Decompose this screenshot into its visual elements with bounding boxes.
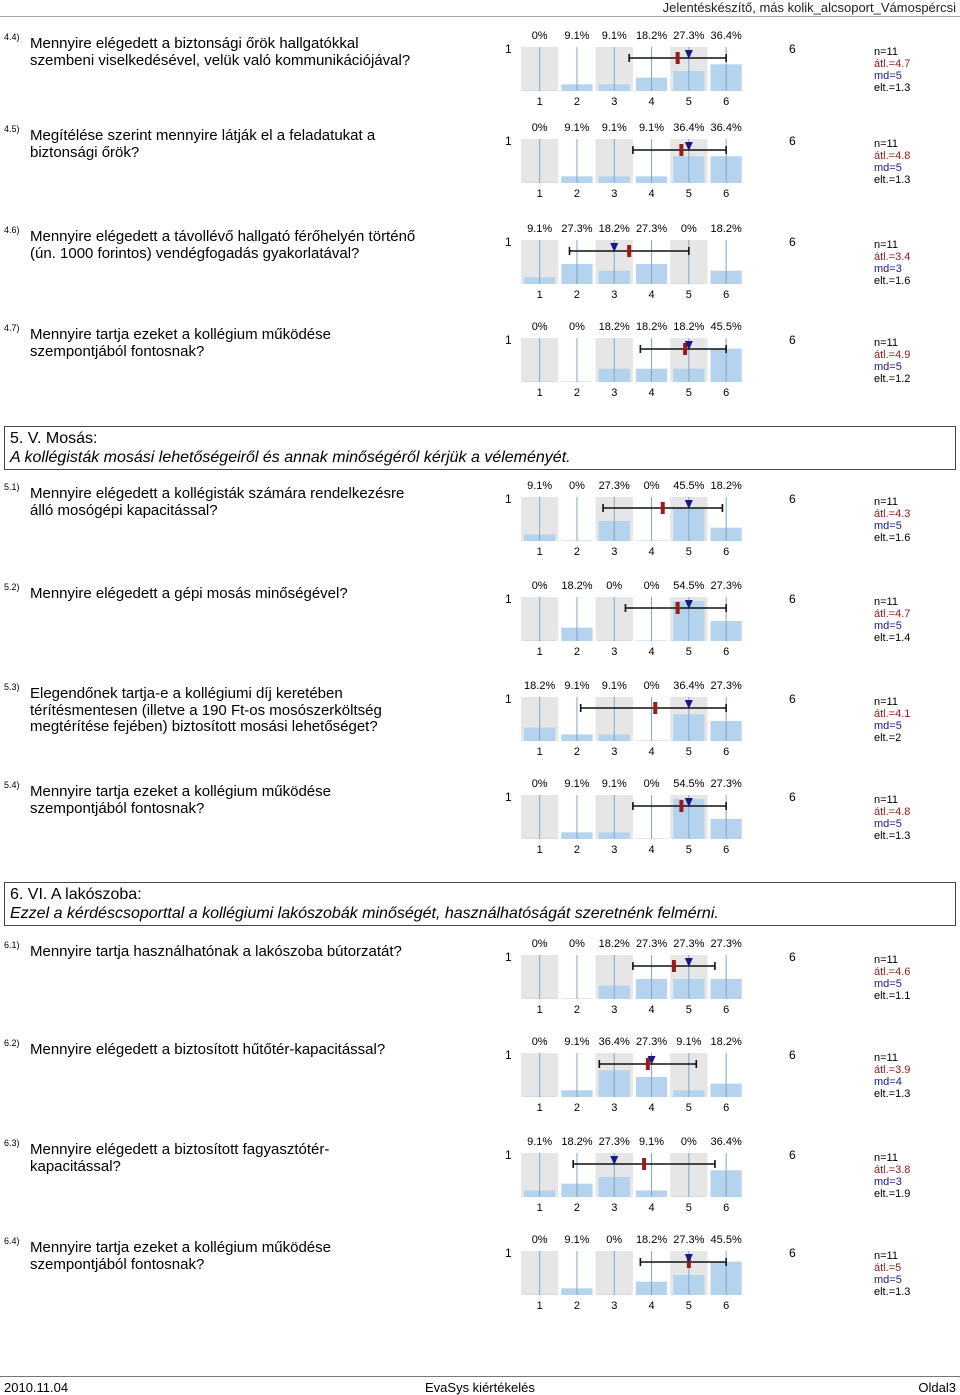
percent-label: 27.3% — [635, 938, 668, 950]
scale-tick-label: 4 — [648, 546, 655, 557]
percent-label: 0% — [606, 580, 623, 592]
question-block — [0, 582, 960, 678]
percent-label: 9.1% — [564, 680, 590, 692]
scale-tick-label: 1 — [536, 188, 543, 199]
question-block — [0, 1038, 960, 1134]
percent-label: 36.4% — [710, 30, 742, 42]
scale-tick-label: 5 — [685, 546, 692, 557]
scale-high-label: 6 — [789, 592, 796, 606]
percent-label: 0% — [680, 223, 697, 235]
question-text: Mennyire tartja használhatónak a lakószoba bútorzatát? — [30, 943, 402, 960]
stat-deviation: elt.=1.3 — [874, 1286, 911, 1298]
scale-tick-label: 2 — [573, 387, 581, 398]
scale-tick-label: 1 — [536, 1300, 543, 1311]
percent-label: 45.5% — [710, 1234, 742, 1246]
scale-tick-label: 4 — [648, 746, 655, 757]
scale-tick-label: 2 — [573, 1202, 581, 1213]
distribution-chart — [518, 477, 770, 557]
scale-tick-label: 5 — [685, 387, 692, 398]
scale-tick-label: 2 — [573, 1300, 581, 1311]
scale-low-label: 1 — [505, 950, 512, 964]
section-6-subtitle: Ezzel a kérdéscsoporttal a kollégiumi lakószobák minőségét, használhatóságát szeretnénk felmérni. — [10, 905, 719, 922]
scale-tick-label: 4 — [648, 1300, 655, 1311]
statistics-block — [874, 1052, 910, 1100]
percent-label: 36.4% — [673, 122, 705, 134]
scale-low-label: 1 — [505, 1048, 512, 1062]
percent-label: 9.1% — [564, 778, 590, 790]
question-block — [0, 32, 960, 128]
scale-low-label: 1 — [505, 492, 512, 506]
scale-tick-label: 1 — [536, 746, 543, 757]
distribution-chart — [518, 935, 770, 1015]
scale-tick-label: 1 — [536, 1202, 543, 1213]
stat-deviation: elt.=1.4 — [874, 632, 911, 644]
percent-label: 18.2% — [598, 223, 630, 235]
percent-label: 0% — [680, 1136, 697, 1148]
stat-median: md=5 — [874, 162, 902, 174]
scale-tick-label: 3 — [611, 546, 618, 557]
scale-tick-label: 2 — [573, 1004, 581, 1015]
stat-deviation: elt.=1.3 — [874, 174, 911, 186]
percent-label: 18.2% — [561, 1136, 593, 1148]
stat-median: md=5 — [874, 70, 902, 82]
question-text: Mennyire elégedett a biztosított hűtőtér-kapacitással? — [30, 1041, 386, 1058]
stat-count: n=11 — [874, 1250, 898, 1262]
scale-tick-label: 6 — [723, 1300, 730, 1311]
mean-marker — [683, 343, 687, 355]
mean-marker — [627, 245, 631, 257]
question-text: Mennyire tartja ezeket a kollégium működése szempontjából fontosnak? — [30, 783, 331, 817]
scale-tick-label: 3 — [611, 1202, 618, 1213]
percent-label: 0% — [531, 938, 548, 950]
percent-label: 18.2% — [561, 580, 593, 592]
stat-mean: átl.=4.1 — [874, 708, 911, 720]
statistics-block — [874, 46, 910, 94]
mean-marker — [679, 144, 683, 156]
distribution-chart — [518, 1033, 770, 1113]
statistics-block — [874, 496, 910, 544]
scale-low-label: 1 — [505, 333, 512, 347]
scale-tick-label: 1 — [536, 546, 543, 557]
percent-label: 36.4% — [598, 1036, 630, 1048]
percent-label: 0% — [568, 321, 585, 333]
percent-label: 36.4% — [710, 1136, 742, 1148]
scale-tick-label: 3 — [611, 1004, 618, 1015]
percent-label: 0% — [531, 30, 548, 42]
question-number: 6.2) — [4, 1038, 20, 1048]
scale-tick-label: 4 — [648, 1102, 655, 1113]
statistics-block — [874, 954, 910, 1002]
percent-label: 18.2% — [524, 680, 556, 692]
scale-tick-label: 2 — [573, 188, 581, 199]
scale-high-label: 6 — [789, 235, 796, 249]
percent-label: 27.3% — [673, 1234, 705, 1246]
question-block — [0, 225, 960, 321]
percent-label: 27.3% — [598, 480, 630, 492]
scale-high-label: 6 — [789, 1246, 796, 1260]
stat-mean: átl.=4.6 — [874, 966, 911, 978]
scale-tick-label: 5 — [685, 646, 692, 657]
scale-tick-label: 4 — [648, 844, 655, 855]
scale-low-label: 1 — [505, 790, 512, 804]
stat-mean: átl.=4.8 — [874, 806, 911, 818]
percent-label: 0% — [531, 321, 548, 333]
scale-high-label: 6 — [789, 492, 796, 506]
percent-label: 0% — [643, 680, 660, 692]
scale-high-label: 6 — [789, 1148, 796, 1162]
stat-count: n=11 — [874, 239, 898, 251]
percent-label: 27.3% — [635, 223, 668, 235]
question-number: 5.2) — [4, 582, 20, 592]
percent-label: 9.1% — [601, 30, 627, 42]
stat-deviation: elt.=1.3 — [874, 1088, 911, 1100]
percent-label: 54.5% — [673, 778, 705, 790]
scale-tick-label: 4 — [648, 289, 655, 300]
question-block — [0, 323, 960, 419]
question-block — [0, 682, 960, 778]
distribution-chart — [518, 1231, 770, 1311]
stat-mean: átl.=4.9 — [874, 349, 911, 361]
question-number: 6.3) — [4, 1138, 20, 1148]
percent-label: 18.2% — [710, 1036, 742, 1048]
scale-high-label: 6 — [789, 134, 796, 148]
scale-low-label: 1 — [505, 42, 512, 56]
percent-label: 0% — [568, 938, 585, 950]
stat-count: n=11 — [874, 1052, 898, 1064]
stat-median: md=3 — [874, 1176, 902, 1188]
percent-label: 9.1% — [564, 1234, 590, 1246]
scale-tick-label: 5 — [685, 746, 692, 757]
scale-high-label: 6 — [789, 950, 796, 964]
stat-deviation: elt.=1.6 — [874, 275, 911, 287]
footer-divider — [0, 1376, 960, 1377]
statistics-block — [874, 337, 910, 385]
question-number: 5.4) — [4, 780, 20, 790]
scale-tick-label: 6 — [723, 96, 730, 107]
mean-marker — [679, 800, 683, 812]
scale-tick-label: 4 — [648, 1004, 655, 1015]
scale-tick-label: 6 — [723, 1004, 730, 1015]
percent-label: 27.3% — [673, 938, 705, 950]
footer-center: EvaSys kiértékelés — [425, 1380, 535, 1395]
percent-label: 0% — [643, 580, 660, 592]
scale-tick-label: 6 — [723, 844, 730, 855]
scale-tick-label: 5 — [685, 188, 692, 199]
scale-low-label: 1 — [505, 692, 512, 706]
scale-high-label: 6 — [789, 1048, 796, 1062]
stat-deviation: elt.=1.1 — [874, 990, 911, 1002]
percent-label: 54.5% — [673, 580, 705, 592]
header-divider — [0, 16, 960, 17]
distribution-chart — [518, 119, 770, 199]
statistics-block — [874, 1250, 910, 1298]
scale-tick-label: 4 — [648, 1202, 655, 1213]
question-block — [0, 124, 960, 220]
scale-tick-label: 6 — [723, 387, 730, 398]
scale-tick-label: 2 — [573, 96, 581, 107]
percent-label: 0% — [531, 122, 548, 134]
scale-low-label: 1 — [505, 235, 512, 249]
statistics-block — [874, 1152, 910, 1200]
stat-deviation: elt.=1.3 — [874, 830, 911, 842]
scale-tick-label: 1 — [536, 1102, 543, 1113]
mean-marker — [676, 602, 680, 614]
scale-tick-label: 6 — [723, 289, 730, 300]
scale-tick-label: 3 — [611, 289, 618, 300]
question-text: Mennyire tartja ezeket a kollégium működése szempontjából fontosnak? — [30, 1239, 331, 1273]
stat-median: md=5 — [874, 978, 902, 990]
question-block — [0, 780, 960, 876]
scale-tick-label: 3 — [611, 1102, 618, 1113]
scale-tick-label: 6 — [723, 746, 730, 757]
scale-tick-label: 1 — [536, 96, 543, 107]
percent-label: 45.5% — [673, 480, 705, 492]
scale-tick-label: 3 — [611, 96, 618, 107]
question-text: Elegendőnek tartja-e a kollégiumi díj keretében térítésmentesen (illetve a 190 Ft-os mosószerköltség megtérítése fejében) biztosított mosási lehetőséget? — [30, 685, 382, 735]
mean-marker — [653, 702, 657, 714]
percent-label: 36.4% — [710, 122, 742, 134]
question-block — [0, 1236, 960, 1332]
question-number: 4.4) — [4, 32, 20, 42]
scale-tick-label: 3 — [611, 387, 618, 398]
stat-count: n=11 — [874, 696, 898, 708]
question-text: Mennyire elégedett a biztonsági őrök hallgatókkal szembeni viselkedésével, velük való kommunikációjával? — [30, 35, 411, 69]
stat-mean: átl.=3.9 — [874, 1064, 911, 1076]
question-number: 6.4) — [4, 1236, 20, 1246]
section-5-box — [4, 426, 956, 470]
percent-label: 9.1% — [601, 680, 627, 692]
percent-label: 0% — [568, 480, 585, 492]
question-number: 5.1) — [4, 482, 20, 492]
percent-label: 0% — [643, 778, 660, 790]
scale-high-label: 6 — [789, 790, 796, 804]
question-text: Mennyire tartja ezeket a kollégium működése szempontjából fontosnak? — [30, 326, 331, 360]
stat-count: n=11 — [874, 596, 898, 608]
percent-label: 18.2% — [635, 1234, 668, 1246]
scale-low-label: 1 — [505, 592, 512, 606]
percent-label: 9.1% — [527, 223, 553, 235]
question-block — [0, 940, 960, 1036]
stat-median: md=5 — [874, 520, 902, 532]
scale-tick-label: 3 — [611, 188, 618, 199]
question-text: Mennyire elégedett a kollégisták számára rendelkezésre álló mosógépi kapacitással? — [30, 485, 405, 519]
percent-label: 18.2% — [673, 321, 705, 333]
percent-label: 9.1% — [601, 778, 627, 790]
statistics-block — [874, 239, 910, 287]
scale-tick-label: 6 — [723, 1102, 730, 1113]
scale-tick-label: 5 — [685, 1202, 692, 1213]
question-number: 4.6) — [4, 225, 20, 235]
percent-label: 18.2% — [635, 30, 668, 42]
statistics-block — [874, 596, 910, 644]
stat-deviation: elt.=1.3 — [874, 82, 911, 94]
question-number: 5.3) — [4, 682, 20, 692]
stat-deviation: elt.=2 — [874, 732, 902, 744]
distribution-chart — [518, 27, 770, 107]
scale-low-label: 1 — [505, 1148, 512, 1162]
stat-deviation: elt.=1.9 — [874, 1188, 911, 1200]
footer-page: Oldal3 — [918, 1380, 956, 1395]
stat-mean: átl.=4.8 — [874, 150, 911, 162]
scale-low-label: 1 — [505, 134, 512, 148]
percent-label: 27.3% — [710, 778, 742, 790]
distribution-chart — [518, 677, 770, 757]
question-block — [0, 482, 960, 578]
percent-label: 18.2% — [710, 223, 742, 235]
footer-date: 2010.11.04 — [4, 1380, 69, 1395]
percent-label: 0% — [531, 1036, 548, 1048]
percent-label: 9.1% — [564, 1036, 590, 1048]
scale-tick-label: 4 — [648, 646, 655, 657]
stat-mean: átl.=4.7 — [874, 58, 911, 70]
section-6-box — [4, 882, 956, 926]
percent-label: 36.4% — [673, 680, 705, 692]
percent-label: 27.3% — [710, 938, 742, 950]
question-number: 6.1) — [4, 940, 20, 950]
mean-marker — [672, 960, 676, 972]
scale-tick-label: 1 — [536, 289, 543, 300]
percent-label: 27.3% — [710, 580, 742, 592]
scale-tick-label: 1 — [536, 844, 543, 855]
stat-median: md=5 — [874, 720, 902, 732]
percent-label: 18.2% — [598, 321, 630, 333]
percent-label: 27.3% — [710, 680, 742, 692]
stat-mean: átl.=5 — [874, 1262, 902, 1274]
section-5-title: 5. V. Mosás: — [10, 430, 98, 447]
distribution-chart — [518, 1133, 770, 1213]
scale-tick-label: 6 — [723, 188, 730, 199]
distribution-chart — [518, 775, 770, 855]
scale-tick-label: 1 — [536, 387, 543, 398]
question-text: Mennyire elégedett a távollévő hallgató férőhelyén történő (ún. 1000 forintos) vendégfogadás gyakorlatával? — [30, 228, 416, 262]
question-number: 4.7) — [4, 323, 20, 333]
stat-count: n=11 — [874, 794, 898, 806]
stat-median: md=3 — [874, 263, 902, 275]
stat-median: md=5 — [874, 620, 902, 632]
percent-label: 9.1% — [564, 30, 590, 42]
percent-label: 27.3% — [635, 1036, 668, 1048]
question-number: 4.5) — [4, 124, 20, 134]
stat-deviation: elt.=1.2 — [874, 373, 911, 385]
percent-label: 0% — [531, 580, 548, 592]
distribution-chart — [518, 220, 770, 300]
stat-mean: átl.=4.3 — [874, 508, 911, 520]
scale-tick-label: 5 — [685, 96, 692, 107]
scale-tick-label: 1 — [536, 646, 543, 657]
percent-label: 0% — [531, 778, 548, 790]
scale-high-label: 6 — [789, 333, 796, 347]
scale-tick-label: 1 — [536, 1004, 543, 1015]
scale-tick-label: 6 — [723, 1202, 730, 1213]
distribution-chart — [518, 318, 770, 398]
percent-label: 9.1% — [639, 1136, 665, 1148]
scale-tick-label: 3 — [611, 844, 618, 855]
percent-label: 9.1% — [601, 122, 627, 134]
scale-tick-label: 4 — [648, 96, 655, 107]
percent-label: 18.2% — [598, 938, 630, 950]
scale-tick-label: 5 — [685, 1300, 692, 1311]
page-header-title: Jelentéskészítő, más kolik_alcsoport_Vámospércsi — [662, 0, 956, 15]
percent-label: 0% — [643, 480, 660, 492]
percent-label: 0% — [606, 1234, 623, 1246]
scale-tick-label: 2 — [573, 844, 581, 855]
scale-tick-label: 5 — [685, 844, 692, 855]
stat-median: md=5 — [874, 1274, 902, 1286]
scale-tick-label: 2 — [573, 746, 581, 757]
percent-label: 9.1% — [527, 480, 553, 492]
scale-tick-label: 5 — [685, 289, 692, 300]
scale-tick-label: 4 — [648, 188, 655, 199]
stat-count: n=11 — [874, 138, 898, 150]
question-block — [0, 1138, 960, 1234]
stat-count: n=11 — [874, 337, 898, 349]
statistics-block — [874, 794, 910, 842]
scale-tick-label: 6 — [723, 646, 730, 657]
stat-mean: átl.=3.8 — [874, 1164, 911, 1176]
stat-count: n=11 — [874, 496, 898, 508]
scale-high-label: 6 — [789, 692, 796, 706]
scale-tick-label: 6 — [723, 546, 730, 557]
percent-label: 27.3% — [598, 1136, 630, 1148]
percent-label: 9.1% — [564, 122, 590, 134]
scale-low-label: 1 — [505, 1246, 512, 1260]
percent-label: 27.3% — [561, 223, 593, 235]
distribution-chart — [518, 577, 770, 657]
stat-count: n=11 — [874, 46, 898, 58]
scale-tick-label: 5 — [685, 1004, 692, 1015]
mean-marker — [661, 502, 665, 514]
stat-count: n=11 — [874, 954, 898, 966]
scale-tick-label: 5 — [685, 1102, 692, 1113]
statistics-block — [874, 138, 910, 186]
question-text: Mennyire elégedett a gépi mosás minőségével? — [30, 585, 348, 602]
percent-label: 27.3% — [673, 30, 705, 42]
stat-deviation: elt.=1.6 — [874, 532, 911, 544]
percent-label: 9.1% — [527, 1136, 553, 1148]
stat-mean: átl.=3.4 — [874, 251, 911, 263]
stat-mean: átl.=4.7 — [874, 608, 911, 620]
section-6-title: 6. VI. A lakószoba: — [10, 886, 142, 903]
scale-tick-label: 3 — [611, 1300, 618, 1311]
mean-marker — [646, 1058, 650, 1070]
percent-label: 0% — [531, 1234, 548, 1246]
question-text: Mennyire elégedett a biztosított fagyasztótér-kapacitással? — [30, 1141, 330, 1175]
stat-median: md=5 — [874, 361, 902, 373]
mean-marker — [676, 52, 680, 64]
stat-median: md=5 — [874, 818, 902, 830]
scale-tick-label: 2 — [573, 546, 581, 557]
percent-label: 9.1% — [639, 122, 665, 134]
statistics-block — [874, 696, 910, 744]
percent-label: 45.5% — [710, 321, 742, 333]
stat-median: md=4 — [874, 1076, 902, 1088]
scale-tick-label: 2 — [573, 1102, 581, 1113]
scale-high-label: 6 — [789, 42, 796, 56]
percent-label: 18.2% — [635, 321, 668, 333]
scale-tick-label: 3 — [611, 646, 618, 657]
scale-tick-label: 3 — [611, 746, 618, 757]
percent-label: 9.1% — [676, 1036, 702, 1048]
section-5-subtitle: A kollégisták mosási lehetőségeiről és annak minőségéről kérjük a véleményét. — [10, 449, 571, 466]
question-text: Megítélése szerint mennyire látják el a feladatukat a biztonsági őrök? — [30, 127, 376, 161]
scale-tick-label: 2 — [573, 646, 581, 657]
scale-tick-label: 2 — [573, 289, 581, 300]
mean-marker — [642, 1158, 646, 1170]
scale-tick-label: 4 — [648, 387, 655, 398]
stat-count: n=11 — [874, 1152, 898, 1164]
percent-label: 18.2% — [710, 480, 742, 492]
